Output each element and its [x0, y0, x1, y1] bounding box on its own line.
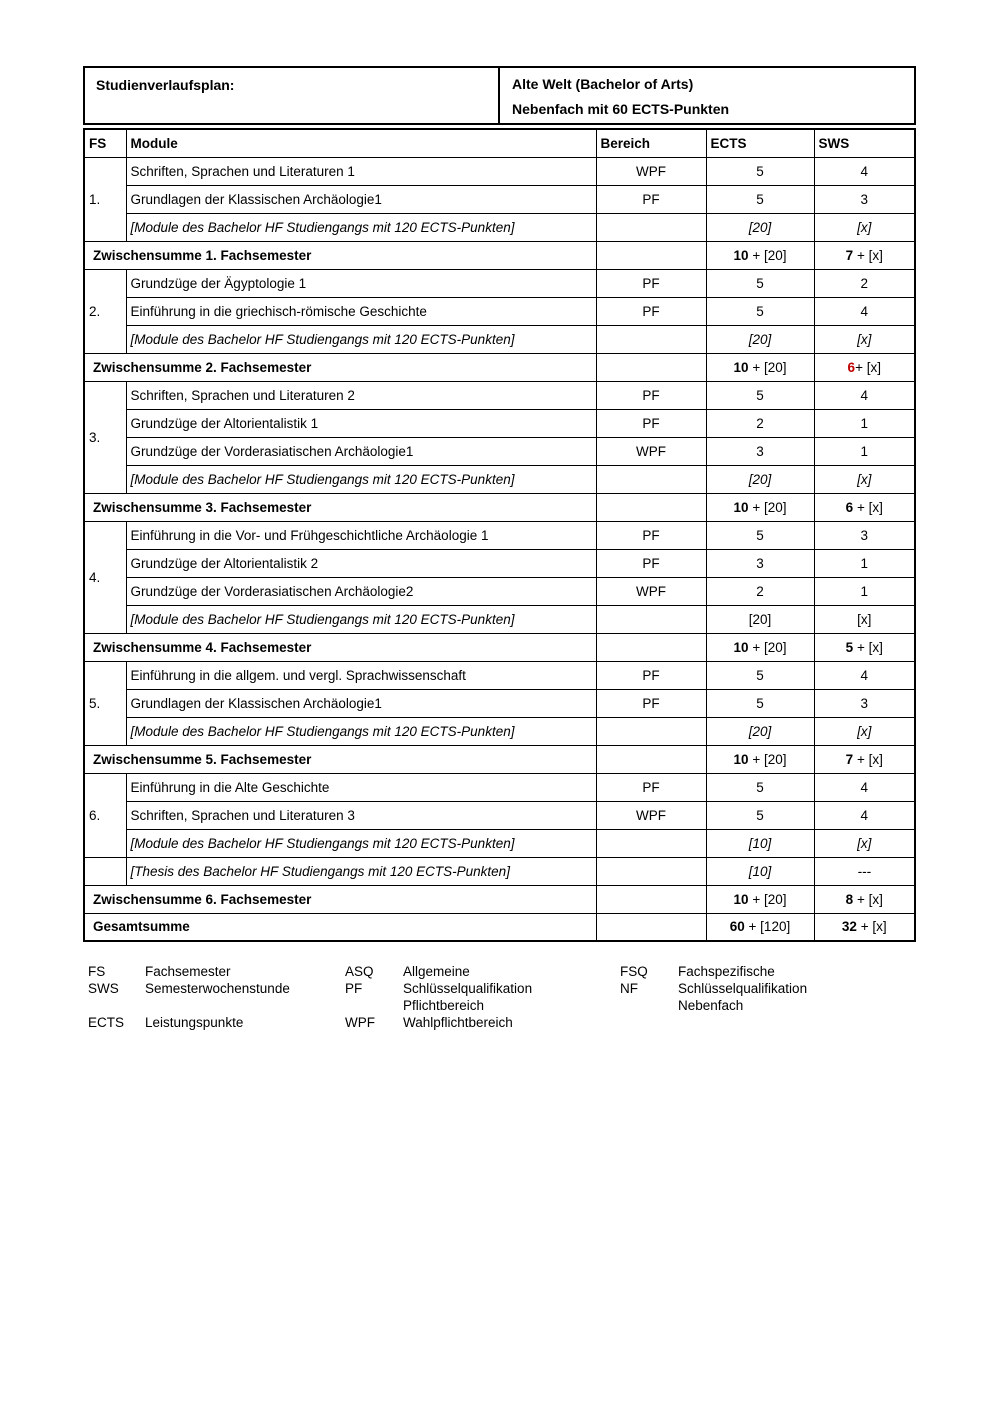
sum-label: Gesamtsumme [84, 913, 596, 941]
module-cell: Grundzüge der Altorientalistik 2 [126, 549, 596, 577]
legend-def [678, 1015, 916, 1032]
sum-value-bold: 10 [733, 639, 749, 655]
header-sws: SWS [814, 129, 915, 157]
module-cell: [Module des Bachelor HF Studiengangs mit 120 ECTS-Punkten] [126, 213, 596, 241]
sws-cell: 3 [814, 689, 915, 717]
sum-label: Zwischensumme 1. Fachsemester [84, 241, 596, 269]
module-row [84, 437, 915, 465]
ects-cell: [20] [706, 465, 814, 493]
sum-value-bold: 6 [845, 499, 854, 515]
module-row [84, 465, 915, 493]
sws-cell: [x] [814, 605, 915, 633]
legend-abbr: PF [345, 981, 363, 996]
bereich-cell: PF [596, 409, 706, 437]
total-row [84, 913, 915, 941]
bereich-cell [596, 605, 706, 633]
ects-cell: 5 [706, 269, 814, 297]
ects-cell: [20] [706, 605, 814, 633]
sum-value-rest: + [x] [853, 751, 883, 767]
document-page [83, 66, 916, 1032]
ects-cell: 5 [706, 801, 814, 829]
legend-abbr [88, 998, 145, 1015]
sws-cell: 4 [814, 157, 915, 185]
ects-cell: 3 [706, 549, 814, 577]
module-row [84, 549, 915, 577]
module-cell: [Module des Bachelor HF Studiengangs mit 120 ECTS-Punkten] [126, 829, 596, 857]
module-cell: Grundlagen der Klassischen Archäologie1 [126, 185, 596, 213]
sws-cell: 3 [814, 185, 915, 213]
sws-cell: 4 [814, 381, 915, 409]
ects-cell [706, 353, 814, 381]
ects-cell: [10] [706, 829, 814, 857]
legend-def: Nebenfach [678, 998, 744, 1013]
ects-cell: 5 [706, 185, 814, 213]
ects-cell [706, 633, 814, 661]
sws-cell: 1 [814, 437, 915, 465]
legend-abbr: FS [88, 964, 106, 979]
sum-label: Zwischensumme 5. Fachsemester [84, 745, 596, 773]
bereich-cell: WPF [596, 801, 706, 829]
module-row [84, 325, 915, 353]
bereich-cell [596, 857, 706, 885]
sws-cell [814, 241, 915, 269]
legend-def: Schlüsselqualifikation [403, 981, 533, 996]
sum-value-rest: + [20] [748, 751, 787, 767]
module-cell: Grundzüge der Ägyptologie 1 [126, 269, 596, 297]
bereich-cell: PF [596, 269, 706, 297]
legend-abbr [620, 998, 678, 1015]
module-row [84, 605, 915, 633]
ects-cell: 5 [706, 661, 814, 689]
sws-cell: 4 [814, 801, 915, 829]
ects-cell: 5 [706, 381, 814, 409]
module-row [84, 829, 915, 857]
module-cell: Schriften, Sprachen und Literaturen 3 [126, 801, 596, 829]
sum-value-bold: 6 [847, 359, 856, 375]
module-row [84, 661, 915, 689]
module-cell: [Thesis des Bachelor HF Studiengangs mit 120 ECTS-Punkten] [126, 857, 596, 885]
legend-def [145, 998, 345, 1015]
bereich-cell [596, 885, 706, 913]
module-row [84, 717, 915, 745]
sws-cell: 4 [814, 297, 915, 325]
ects-cell [706, 493, 814, 521]
ects-cell: [20] [706, 213, 814, 241]
module-row [84, 409, 915, 437]
study-plan-table [83, 128, 916, 942]
module-row [84, 801, 915, 829]
table-header-row [84, 129, 915, 157]
sum-value-bold: 7 [845, 751, 854, 767]
bereich-cell [596, 465, 706, 493]
ects-cell: 3 [706, 437, 814, 465]
sws-cell: 2 [814, 269, 915, 297]
sum-value-bold: 10 [733, 247, 749, 263]
header-bereich: Bereich [596, 129, 706, 157]
sws-cell: --- [814, 857, 915, 885]
sum-value-bold: 10 [733, 359, 749, 375]
legend-def: Semesterwochenstunde [145, 981, 290, 996]
fs-cell: 6. [84, 773, 126, 857]
sws-cell: [x] [814, 465, 915, 493]
sws-cell: [x] [814, 213, 915, 241]
sws-cell [814, 913, 915, 941]
sws-cell: 4 [814, 773, 915, 801]
ects-cell [706, 241, 814, 269]
subtotal-row [84, 633, 915, 661]
bereich-cell [596, 829, 706, 857]
sum-value-bold: 5 [845, 639, 854, 655]
sws-cell: 4 [814, 661, 915, 689]
sum-value-rest: + [x] [853, 499, 883, 515]
sum-value-rest: + [20] [748, 499, 787, 515]
module-cell: Grundzüge der Altorientalistik 1 [126, 409, 596, 437]
sum-value-rest: + [20] [748, 359, 787, 375]
bereich-cell: PF [596, 773, 706, 801]
ects-cell [706, 885, 814, 913]
bereich-cell [596, 353, 706, 381]
sum-value-rest: + [120] [744, 919, 791, 935]
plan-table-body [84, 157, 915, 941]
legend-abbr: NF [620, 981, 638, 996]
module-row [84, 297, 915, 325]
bereich-cell: PF [596, 661, 706, 689]
ects-cell: 5 [706, 689, 814, 717]
bereich-cell [596, 213, 706, 241]
legend-def: Fachspezifische [678, 964, 775, 979]
sum-value-rest: + [20] [748, 639, 787, 655]
legend-abbr: FSQ [620, 964, 648, 979]
legend-def: Leistungspunkte [145, 1015, 244, 1030]
legend-def: Wahlpflichtbereich [403, 1015, 513, 1030]
module-cell: Schriften, Sprachen und Literaturen 1 [126, 157, 596, 185]
sws-cell [814, 885, 915, 913]
bereich-cell: WPF [596, 157, 706, 185]
sum-value-rest: + [20] [748, 247, 787, 263]
module-row [84, 689, 915, 717]
ects-cell: 5 [706, 157, 814, 185]
bereich-cell: WPF [596, 577, 706, 605]
module-row [84, 269, 915, 297]
ects-cell: 2 [706, 577, 814, 605]
subtotal-row [84, 493, 915, 521]
sum-label: Zwischensumme 6. Fachsemester [84, 885, 596, 913]
module-row [84, 577, 915, 605]
sws-cell [814, 353, 915, 381]
sws-cell [814, 633, 915, 661]
sum-value-bold: 8 [845, 891, 854, 907]
sum-value-rest: + [x] [853, 891, 883, 907]
bereich-cell [596, 913, 706, 941]
sws-cell: 1 [814, 577, 915, 605]
subtotal-row [84, 885, 915, 913]
legend-def: Pflichtbereich [403, 998, 485, 1013]
bereich-cell: PF [596, 381, 706, 409]
legend-abbr [620, 1015, 678, 1032]
fs-cell: 5. [84, 661, 126, 745]
legend-abbr: ASQ [345, 964, 374, 979]
ects-cell: [10] [706, 857, 814, 885]
bereich-cell: WPF [596, 437, 706, 465]
module-cell: Grundlagen der Klassischen Archäologie1 [126, 689, 596, 717]
module-cell: Schriften, Sprachen und Literaturen 2 [126, 381, 596, 409]
ects-cell: 5 [706, 297, 814, 325]
module-cell: Einführung in die allgem. und vergl. Sprachwissenschaft [126, 661, 596, 689]
header-module: Module [126, 129, 596, 157]
module-row [84, 185, 915, 213]
sws-cell: [x] [814, 325, 915, 353]
header-ects: ECTS [706, 129, 814, 157]
subtotal-row [84, 241, 915, 269]
sum-value-rest: + [x] [855, 359, 881, 375]
subtotal-row [84, 745, 915, 773]
bereich-cell [596, 745, 706, 773]
module-cell: Grundzüge der Vorderasiatischen Archäologie2 [126, 577, 596, 605]
sws-cell: [x] [814, 717, 915, 745]
sum-value-rest: + [x] [856, 919, 887, 935]
program-title: Alte Welt (Bachelor of Arts) [512, 76, 694, 92]
ects-cell: [20] [706, 325, 814, 353]
bereich-cell [596, 633, 706, 661]
bereich-cell [596, 493, 706, 521]
fs-cell: 1. [84, 157, 126, 241]
bereich-cell: PF [596, 689, 706, 717]
ects-cell: 5 [706, 521, 814, 549]
sum-value-rest: + [20] [748, 891, 787, 907]
module-row [84, 157, 915, 185]
program-title-cell [500, 68, 914, 123]
legend-abbr [345, 998, 403, 1015]
module-row [84, 773, 915, 801]
ects-cell [706, 745, 814, 773]
module-cell: Einführung in die Alte Geschichte [126, 773, 596, 801]
sws-cell [814, 745, 915, 773]
module-cell: [Module des Bachelor HF Studiengangs mit 120 ECTS-Punkten] [126, 325, 596, 353]
sum-value-bold: 7 [845, 247, 854, 263]
fs-cell: 2. [84, 269, 126, 353]
abbreviation-legend [83, 964, 916, 1032]
program-subtitle: Nebenfach mit 60 ECTS-Punkten [512, 101, 730, 117]
module-row [84, 521, 915, 549]
module-row [84, 213, 915, 241]
bereich-cell [596, 325, 706, 353]
sum-value-rest: + [x] [853, 639, 883, 655]
sum-value-bold: 60 [729, 919, 745, 935]
module-cell: [Module des Bachelor HF Studiengangs mit 120 ECTS-Punkten] [126, 465, 596, 493]
sum-label: Zwischensumme 2. Fachsemester [84, 353, 596, 381]
plan-label: Studienverlaufsplan: [85, 68, 500, 123]
sws-cell [814, 493, 915, 521]
sum-value-bold: 10 [733, 751, 749, 767]
fs-cell: 3. [84, 381, 126, 493]
legend-def: Fachsemester [145, 964, 231, 979]
sum-value-rest: + [x] [853, 247, 883, 263]
legend-def: Schlüsselqualifikation [678, 981, 808, 996]
bereich-cell: PF [596, 297, 706, 325]
module-cell: Grundzüge der Vorderasiatischen Archäologie1 [126, 437, 596, 465]
sws-cell: 1 [814, 549, 915, 577]
ects-cell: 5 [706, 773, 814, 801]
legend-abbr: SWS [88, 981, 119, 996]
header-fs: FS [84, 129, 126, 157]
title-box [83, 66, 916, 125]
bereich-cell: PF [596, 521, 706, 549]
bereich-cell: PF [596, 185, 706, 213]
module-cell: Einführung in die griechisch-römische Geschichte [126, 297, 596, 325]
module-row [84, 381, 915, 409]
subtotal-row [84, 353, 915, 381]
ects-cell: [20] [706, 717, 814, 745]
ects-cell [706, 913, 814, 941]
module-cell: Einführung in die Vor- und Frühgeschichtliche Archäologie 1 [126, 521, 596, 549]
fs-cell-empty [84, 857, 126, 885]
module-cell: [Module des Bachelor HF Studiengangs mit 120 ECTS-Punkten] [126, 717, 596, 745]
sws-cell: 1 [814, 409, 915, 437]
ects-cell: 2 [706, 409, 814, 437]
legend-abbr: WPF [345, 1015, 375, 1030]
sws-cell: 3 [814, 521, 915, 549]
bereich-cell: PF [596, 549, 706, 577]
bereich-cell [596, 241, 706, 269]
module-row [84, 857, 915, 885]
sum-label: Zwischensumme 4. Fachsemester [84, 633, 596, 661]
bereich-cell [596, 717, 706, 745]
sws-cell: [x] [814, 829, 915, 857]
legend-abbr: ECTS [88, 1015, 125, 1030]
legend-def: Allgemeine [403, 964, 470, 979]
sum-value-bold: 32 [841, 919, 857, 935]
fs-cell: 4. [84, 521, 126, 633]
module-cell: [Module des Bachelor HF Studiengangs mit 120 ECTS-Punkten] [126, 605, 596, 633]
sum-label: Zwischensumme 3. Fachsemester [84, 493, 596, 521]
sum-value-bold: 10 [733, 499, 749, 515]
sum-value-bold: 10 [733, 891, 749, 907]
